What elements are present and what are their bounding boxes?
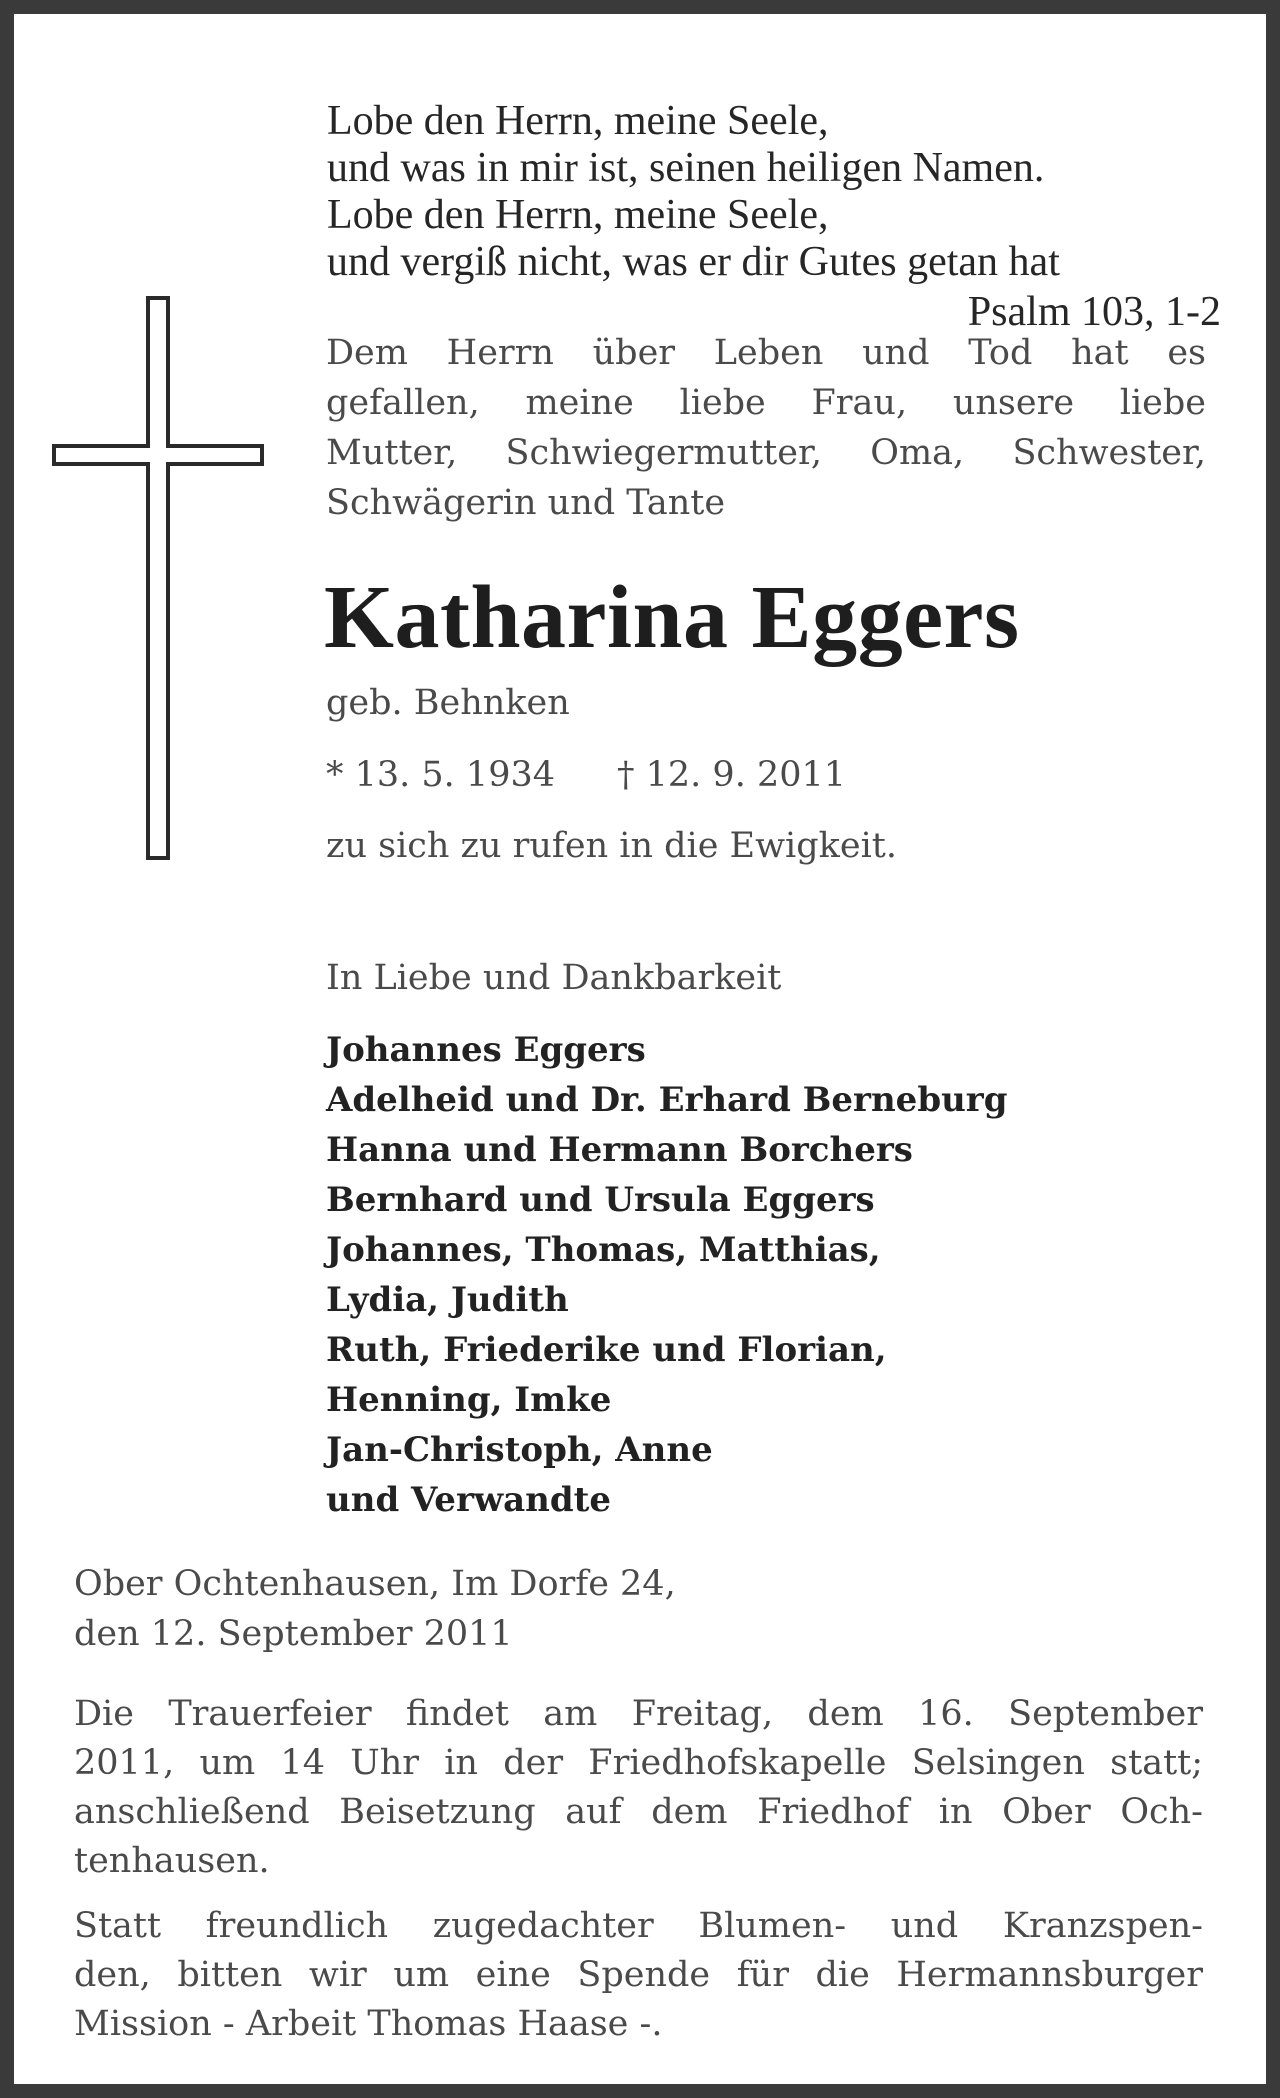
mourner-line: Jan-Christoph, Anne	[326, 1430, 713, 1470]
mourner-line: Hanna und Hermann Borchers	[326, 1130, 913, 1170]
donation-line: den, bitten wir um eine Spende für die Hermannsburger	[74, 1955, 1203, 1995]
address-line: Ober Ochtenhausen, Im Dorfe 24,	[74, 1564, 676, 1604]
intro-line: Mutter, Schwiegermutter, Oma, Schwester,	[326, 433, 1206, 473]
psalm-verse	[327, 98, 1227, 286]
address-block	[74, 1559, 676, 1659]
maiden-name: geb. Behnken	[326, 683, 570, 723]
mourner-line: Bernhard und Ursula Eggers	[326, 1180, 875, 1220]
mourner-line: und Verwandte	[326, 1480, 611, 1520]
cross-icon	[52, 296, 264, 860]
mourners-list	[326, 1025, 1008, 1525]
donation-line: Statt freundlich zugedachter Blumen- und Kranzspen-	[74, 1906, 1203, 1946]
verse-line: Lobe den Herrn, meine Seele,	[327, 98, 829, 144]
intro-line: gefallen, meine liebe Frau, unsere liebe	[326, 383, 1206, 423]
intro-text	[326, 328, 1206, 528]
mourner-line: Adelheid und Dr. Erhard Berneburg	[326, 1080, 1008, 1120]
funeral-line: Die Trauerfeier findet am Freitag, dem 16. September	[74, 1694, 1203, 1734]
donation-info	[74, 1902, 1203, 2049]
mourner-line: Lydia, Judith	[326, 1280, 569, 1320]
life-dates	[326, 752, 846, 798]
funeral-line: 2011, um 14 Uhr in der Friedhofskapelle Selsingen statt;	[74, 1743, 1203, 1783]
donation-line: Mission - Arbeit Thomas Haase -.	[74, 2004, 663, 2044]
verse-line: Lobe den Herrn, meine Seele,	[327, 192, 829, 238]
mourner-line: Henning, Imke	[326, 1380, 612, 1420]
mourner-line: Johannes Eggers	[326, 1030, 646, 1070]
date-line: den 12. September 2011	[74, 1614, 513, 1654]
gratitude-text: In Liebe und Dankbarkeit	[326, 958, 782, 998]
intro-line: Schwägerin und Tante	[326, 483, 726, 523]
funeral-line: anschließend Beisetzung auf dem Friedhof in Ober Och-	[74, 1792, 1203, 1832]
eternity-text: zu sich zu rufen in die Ewigkeit.	[326, 826, 897, 866]
psalm-reference: Psalm 103, 1-2	[967, 289, 1221, 335]
intro-line: Dem Herrn über Leben und Tod hat es	[326, 333, 1206, 373]
verse-line: und was in mir ist, seinen heiligen Namen.	[327, 145, 1045, 191]
funeral-info	[74, 1690, 1203, 1886]
death-date: † 12. 9. 2011	[617, 755, 847, 795]
birth-date: * 13. 5. 1934	[326, 755, 556, 795]
mourner-line: Johannes, Thomas, Matthias,	[326, 1230, 881, 1270]
verse-line: und vergiß nicht, was er dir Gutes getan hat	[327, 239, 1060, 285]
mourner-line: Ruth, Friederike und Florian,	[326, 1330, 887, 1370]
deceased-name: Katharina Eggers	[324, 568, 1020, 667]
funeral-line: tenhausen.	[74, 1841, 270, 1881]
